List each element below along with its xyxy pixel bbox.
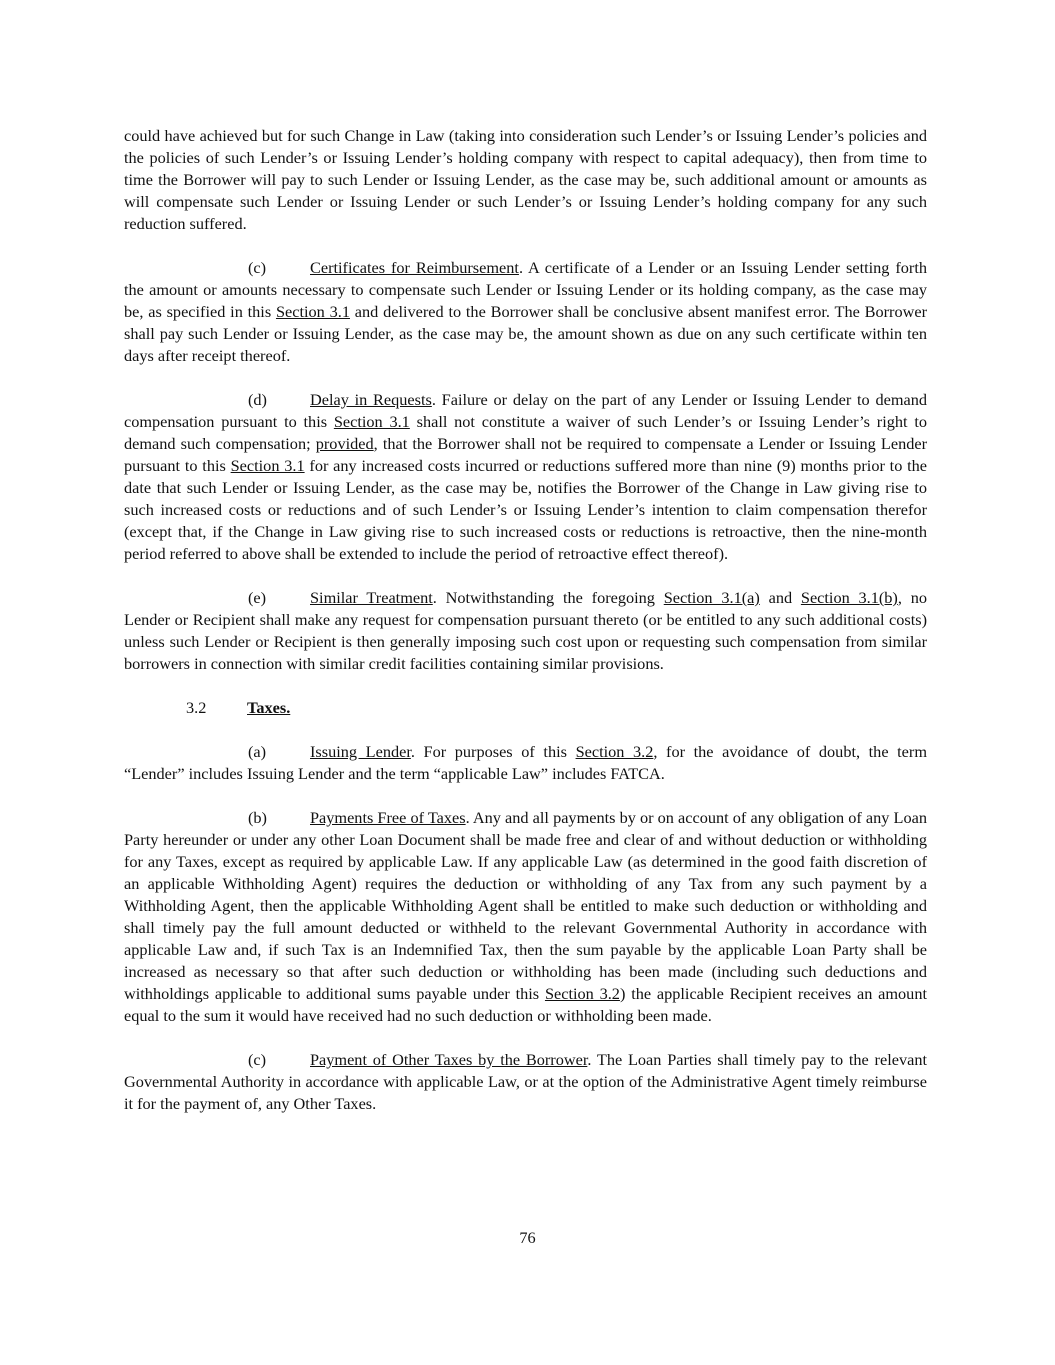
clause-number: (d) (248, 390, 267, 409)
clause-number: (c) (248, 1050, 267, 1069)
clause-text: . Notwithstanding the foregoing (432, 588, 664, 607)
paragraph-3-1-e (124, 587, 927, 675)
clause-text: and delivered to the Borrower shall be conclusive absent manifest error. The Borrower shall pay such Lender or Issuing Lender, as the case may be, the amount shown as due on any such certificate within ten days after receipt thereof. (124, 302, 928, 365)
section-reference: Section 3.1 (275, 302, 350, 321)
section-reference: Section 3.2 (575, 742, 654, 761)
clause-text: and (759, 588, 801, 607)
paragraph-3-1-c (124, 257, 927, 367)
section-reference: Section 3.1(b) (800, 588, 898, 607)
section-reference: Section 3.1 (333, 412, 410, 431)
paragraph-3-2-c (124, 1049, 927, 1115)
clause-text: , that the Borrower shall not be required to compensate a Lender or Issuing Lender pursuant to this (124, 434, 927, 475)
paragraph-3-1-d (124, 389, 927, 565)
clause-title: Payment of Other Taxes by the Borrower (310, 1050, 588, 1069)
clause-text: . For purposes of this (410, 742, 576, 761)
section-heading-3-2 (124, 697, 927, 719)
clause-title: Similar Treatment (310, 588, 433, 607)
section-reference: Section 3.1(a) (663, 588, 760, 607)
paragraph-text: could have achieved but for such Change in Law (taking into consideration such Lender’s or Issuing Lender’s policies and the policies of such Lender’s or Issuing Lender’s holding company with respect to capital adequacy), then from time to time the Borrower will pay to such Lender or Issuing Lender, as the case may be, such additional amount or amounts as will compensate such Lender or Issuing Lender or such Lender’s or Issuing Lender’s holding company for any such reduction suffered. (124, 126, 927, 233)
clause-text: . A certificate of a Lender or an Issuing Lender setting forth the amount or amounts necessary to compensate such Lender or Issuing Lender or its holding company, as the case may be, as specified in this (124, 258, 927, 321)
clause-title: Payments Free of Taxes (310, 808, 466, 827)
clause-title: Certificates for Reimbursement (310, 258, 519, 277)
page-number: 76 (519, 1228, 536, 1247)
paragraph-continuation (124, 125, 927, 235)
clause-number: (e) (248, 588, 267, 607)
clause-number: (b) (248, 808, 267, 827)
clause-text: . The Loan Parties shall timely pay to the relevant Governmental Authority in accordance with applicable Law, or at the option of the Administrative Agent timely reimburse it for the payment of, any Other Taxes. (124, 1050, 927, 1113)
clause-text: for any increased costs incurred or reductions suffered more than nine (9) months prior to the date that such Lender or Issuing Lender, as the case may be, notifies the Borrower of the Change in Law giving rise to such increased costs or reductions and of such Lender’s or Issuing Lender’s intention to claim compensation therefor (except that, if the Change in Law giving rise to such increased costs or reductions is retroactive, then the nine-month period referred to above shall be extended to include the period of retroactive effect thereof). (124, 456, 928, 563)
clause-text: . Failure or delay on the part of any Lender or Issuing Lender to demand compensation pursuant to this (124, 390, 927, 431)
clause-text: ) the applicable Recipient receives an amount equal to the sum it would have received had no such deduction or withholding been made. (124, 984, 927, 1025)
clause-title: Delay in Requests (310, 390, 432, 409)
clause-text: shall not constitute a waiver of such Lender’s or Issuing Lender’s right to demand such compensation; (124, 412, 927, 453)
section-title: Taxes. (247, 698, 291, 717)
clause-text: . Any and all payments by or on account of any obligation of any Loan Party hereunder or under any other Loan Document shall be made free and clear of and without deduction or withholding for any Taxes, except as required by applicable Law. If any applicable Law (as determined in the good faith discretion of an applicable Withholding Agent) requires the deduction or withholding of any Tax from any such payment by a Withholding Agent, then the applicable Withholding Agent shall be entitled to make such deduction or withholding and shall timely pay the full amount deducted or withheld to the relevant Governmental Authority in accordance with applicable Law and, if such Tax is an Indemnified Tax, then the sum payable by the applicable Loan Party shall be increased as necessary so that after such deduction or withholding has been made (including such deductions and withholdings applicable to additional sums payable under this (124, 808, 927, 1003)
clause-text: , no Lender or Recipient shall make any request for compensation pursuant thereto (or be entitled to any such additional costs) unless such Lender or Recipient is then generally imposing such cost upon or requesting such compensation from similar borrowers in connection with similar credit facilities containing similar provisions. (124, 588, 928, 673)
paragraph-3-2-a (124, 741, 927, 785)
clause-number: (a) (248, 742, 267, 761)
provided-term: provided (315, 434, 374, 453)
section-reference: Section 3.1 (230, 456, 305, 475)
clause-text: , for the avoidance of doubt, the term “Lender” includes Issuing Lender and the term “applicable Law” includes FATCA. (124, 742, 927, 783)
clause-title: Issuing Lender (310, 742, 411, 761)
paragraph-3-2-b (124, 807, 927, 1027)
section-number: 3.2 (186, 698, 207, 717)
document-page (124, 125, 927, 1137)
clause-number: (c) (248, 258, 267, 277)
section-reference: Section 3.2 (544, 984, 620, 1003)
